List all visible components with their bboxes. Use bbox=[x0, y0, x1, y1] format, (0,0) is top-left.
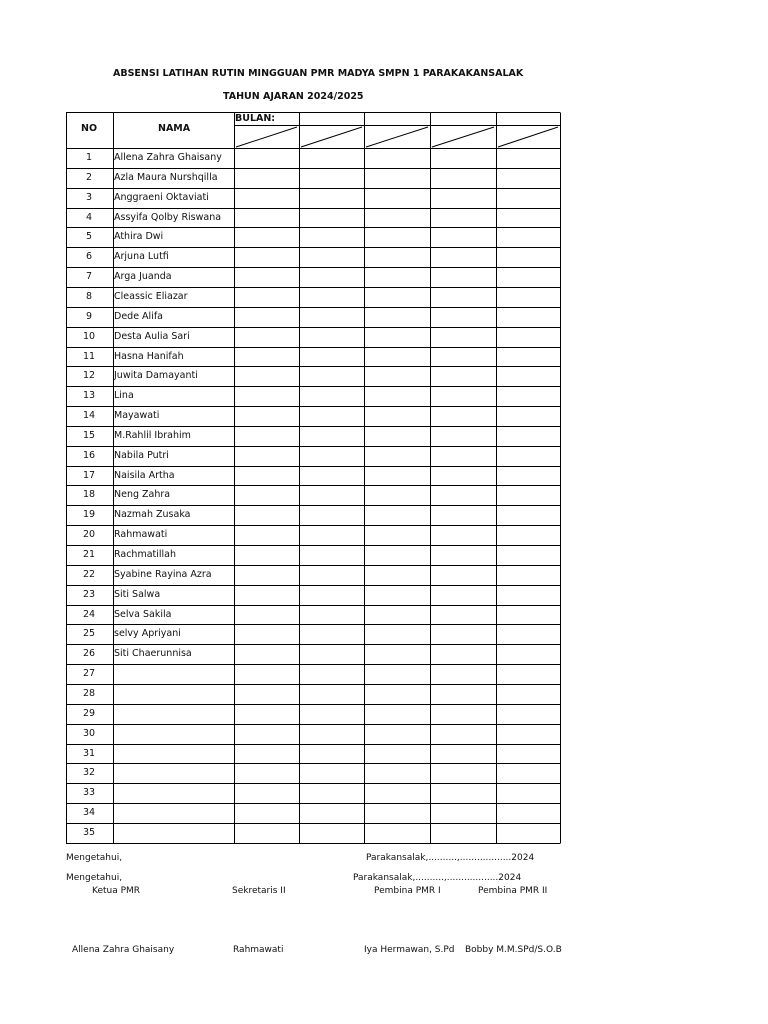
date-cell-diagonal bbox=[301, 127, 362, 147]
row-number: 34 bbox=[82, 807, 96, 819]
row-number: 27 bbox=[82, 668, 96, 680]
signer-pembina-2: Bobby M.M.SPd/S.O.B bbox=[465, 945, 562, 955]
row-name: Lina bbox=[114, 390, 134, 402]
footer-place-date: Parakansalak,..........,..................2024 bbox=[353, 873, 522, 883]
role-pembina-2: Pembina PMR II bbox=[478, 886, 548, 896]
date-cell-diagonal bbox=[366, 127, 428, 147]
row-name: Assyifa Qolby Riswana bbox=[114, 211, 222, 223]
signer-sekretaris: Rahmawati bbox=[233, 945, 284, 955]
role-ketua: Ketua PMR bbox=[92, 886, 141, 896]
row-number: 2 bbox=[85, 171, 93, 183]
row-number: 19 bbox=[82, 509, 96, 521]
row-number: 25 bbox=[82, 628, 96, 640]
row-name: Anggraeni Oktaviati bbox=[114, 191, 209, 203]
date-cell-diagonal bbox=[498, 127, 558, 147]
row-number: 30 bbox=[82, 727, 96, 739]
row-name: Nabila Putri bbox=[114, 449, 169, 461]
row-number: 35 bbox=[82, 826, 96, 838]
role-sekretaris: Sekretaris II bbox=[232, 886, 286, 896]
row-number: 7 bbox=[85, 271, 93, 283]
row-name: Selva Sakila bbox=[114, 608, 172, 620]
row-number: 3 bbox=[85, 191, 93, 203]
signer-ketua: Allena Zahra Ghaisany bbox=[72, 945, 175, 955]
row-number: 15 bbox=[82, 429, 96, 441]
row-number: 22 bbox=[82, 568, 96, 580]
row-name: Arga Juanda bbox=[114, 271, 172, 283]
row-number: 33 bbox=[82, 787, 96, 799]
row-name: Dede Alifa bbox=[114, 310, 163, 322]
row-number: 8 bbox=[85, 290, 93, 302]
document-title: ABSENSI LATIHAN RUTIN MINGGUAN PMR MADYA SMPN 1 PARAKAKANSALAK bbox=[113, 68, 524, 79]
header-nama: NAMA bbox=[158, 123, 191, 134]
row-name: Allena Zahra Ghaisany bbox=[114, 152, 222, 163]
row-number: 23 bbox=[82, 588, 96, 600]
row-number: 12 bbox=[82, 370, 96, 382]
row-number: 16 bbox=[82, 449, 96, 461]
row-number: 21 bbox=[82, 549, 96, 560]
row-number: 29 bbox=[82, 707, 96, 719]
role-pembina-1: Pembina PMR I bbox=[374, 886, 441, 896]
row-number: 10 bbox=[82, 330, 96, 342]
signer-pembina-1: Iya Hermawan, S.Pd bbox=[364, 945, 455, 955]
row-number: 6 bbox=[85, 251, 93, 263]
header-no: NO bbox=[81, 123, 98, 134]
row-number: 4 bbox=[85, 211, 93, 223]
row-name: Azla Maura Nurshqilla bbox=[114, 171, 218, 183]
footer-mengetahui: Mengetahui, bbox=[66, 873, 123, 883]
row-number: 17 bbox=[82, 469, 96, 481]
row-number: 13 bbox=[82, 390, 96, 402]
row-name: Arjuna Lutfi bbox=[114, 251, 169, 263]
row-name: Rahmawati bbox=[114, 529, 168, 541]
row-name: Cleassic Eliazar bbox=[114, 290, 188, 302]
row-name: Siti Chaerunnisa bbox=[114, 648, 192, 660]
row-number: 24 bbox=[82, 608, 96, 620]
row-number: 11 bbox=[82, 350, 96, 362]
document-subtitle: TAHUN AJARAN 2024/2025 bbox=[223, 91, 364, 102]
row-name: M.Rahlil Ibrahim bbox=[114, 429, 191, 441]
row-name: Juwita Damayanti bbox=[114, 370, 198, 382]
row-number: 26 bbox=[82, 648, 96, 660]
row-number: 14 bbox=[82, 410, 96, 422]
footer-ghost-left: Mengetahui, bbox=[66, 853, 123, 863]
date-cell-diagonal bbox=[236, 127, 297, 147]
row-number: 5 bbox=[85, 231, 93, 243]
row-number: 9 bbox=[85, 310, 93, 322]
row-name: Siti Salwa bbox=[114, 588, 161, 600]
row-name: Desta Aulia Sari bbox=[114, 330, 190, 342]
row-name: Neng Zahra bbox=[114, 489, 171, 501]
row-name: Athira Dwi bbox=[114, 231, 164, 243]
row-name: Nazmah Zusaka bbox=[114, 509, 191, 521]
footer-ghost-right: Parakansalak,..........,..................2024 bbox=[366, 853, 535, 863]
header-bulan: BULAN: bbox=[235, 113, 276, 124]
row-number: 28 bbox=[82, 687, 96, 699]
row-number: 32 bbox=[82, 767, 96, 779]
row-name: Rachmatillah bbox=[114, 549, 177, 560]
row-name: Mayawati bbox=[114, 410, 160, 422]
row-name: selvy Apriyani bbox=[114, 628, 181, 640]
row-name: Syabine Rayina Azra bbox=[114, 568, 212, 580]
row-number: 31 bbox=[82, 747, 96, 759]
row-number: 18 bbox=[82, 489, 96, 501]
date-cell-diagonal bbox=[432, 127, 494, 147]
row-name: Naisila Artha bbox=[114, 469, 175, 481]
row-number: 20 bbox=[82, 529, 96, 541]
row-number: 1 bbox=[85, 152, 93, 163]
row-name: Hasna Hanifah bbox=[114, 350, 184, 362]
